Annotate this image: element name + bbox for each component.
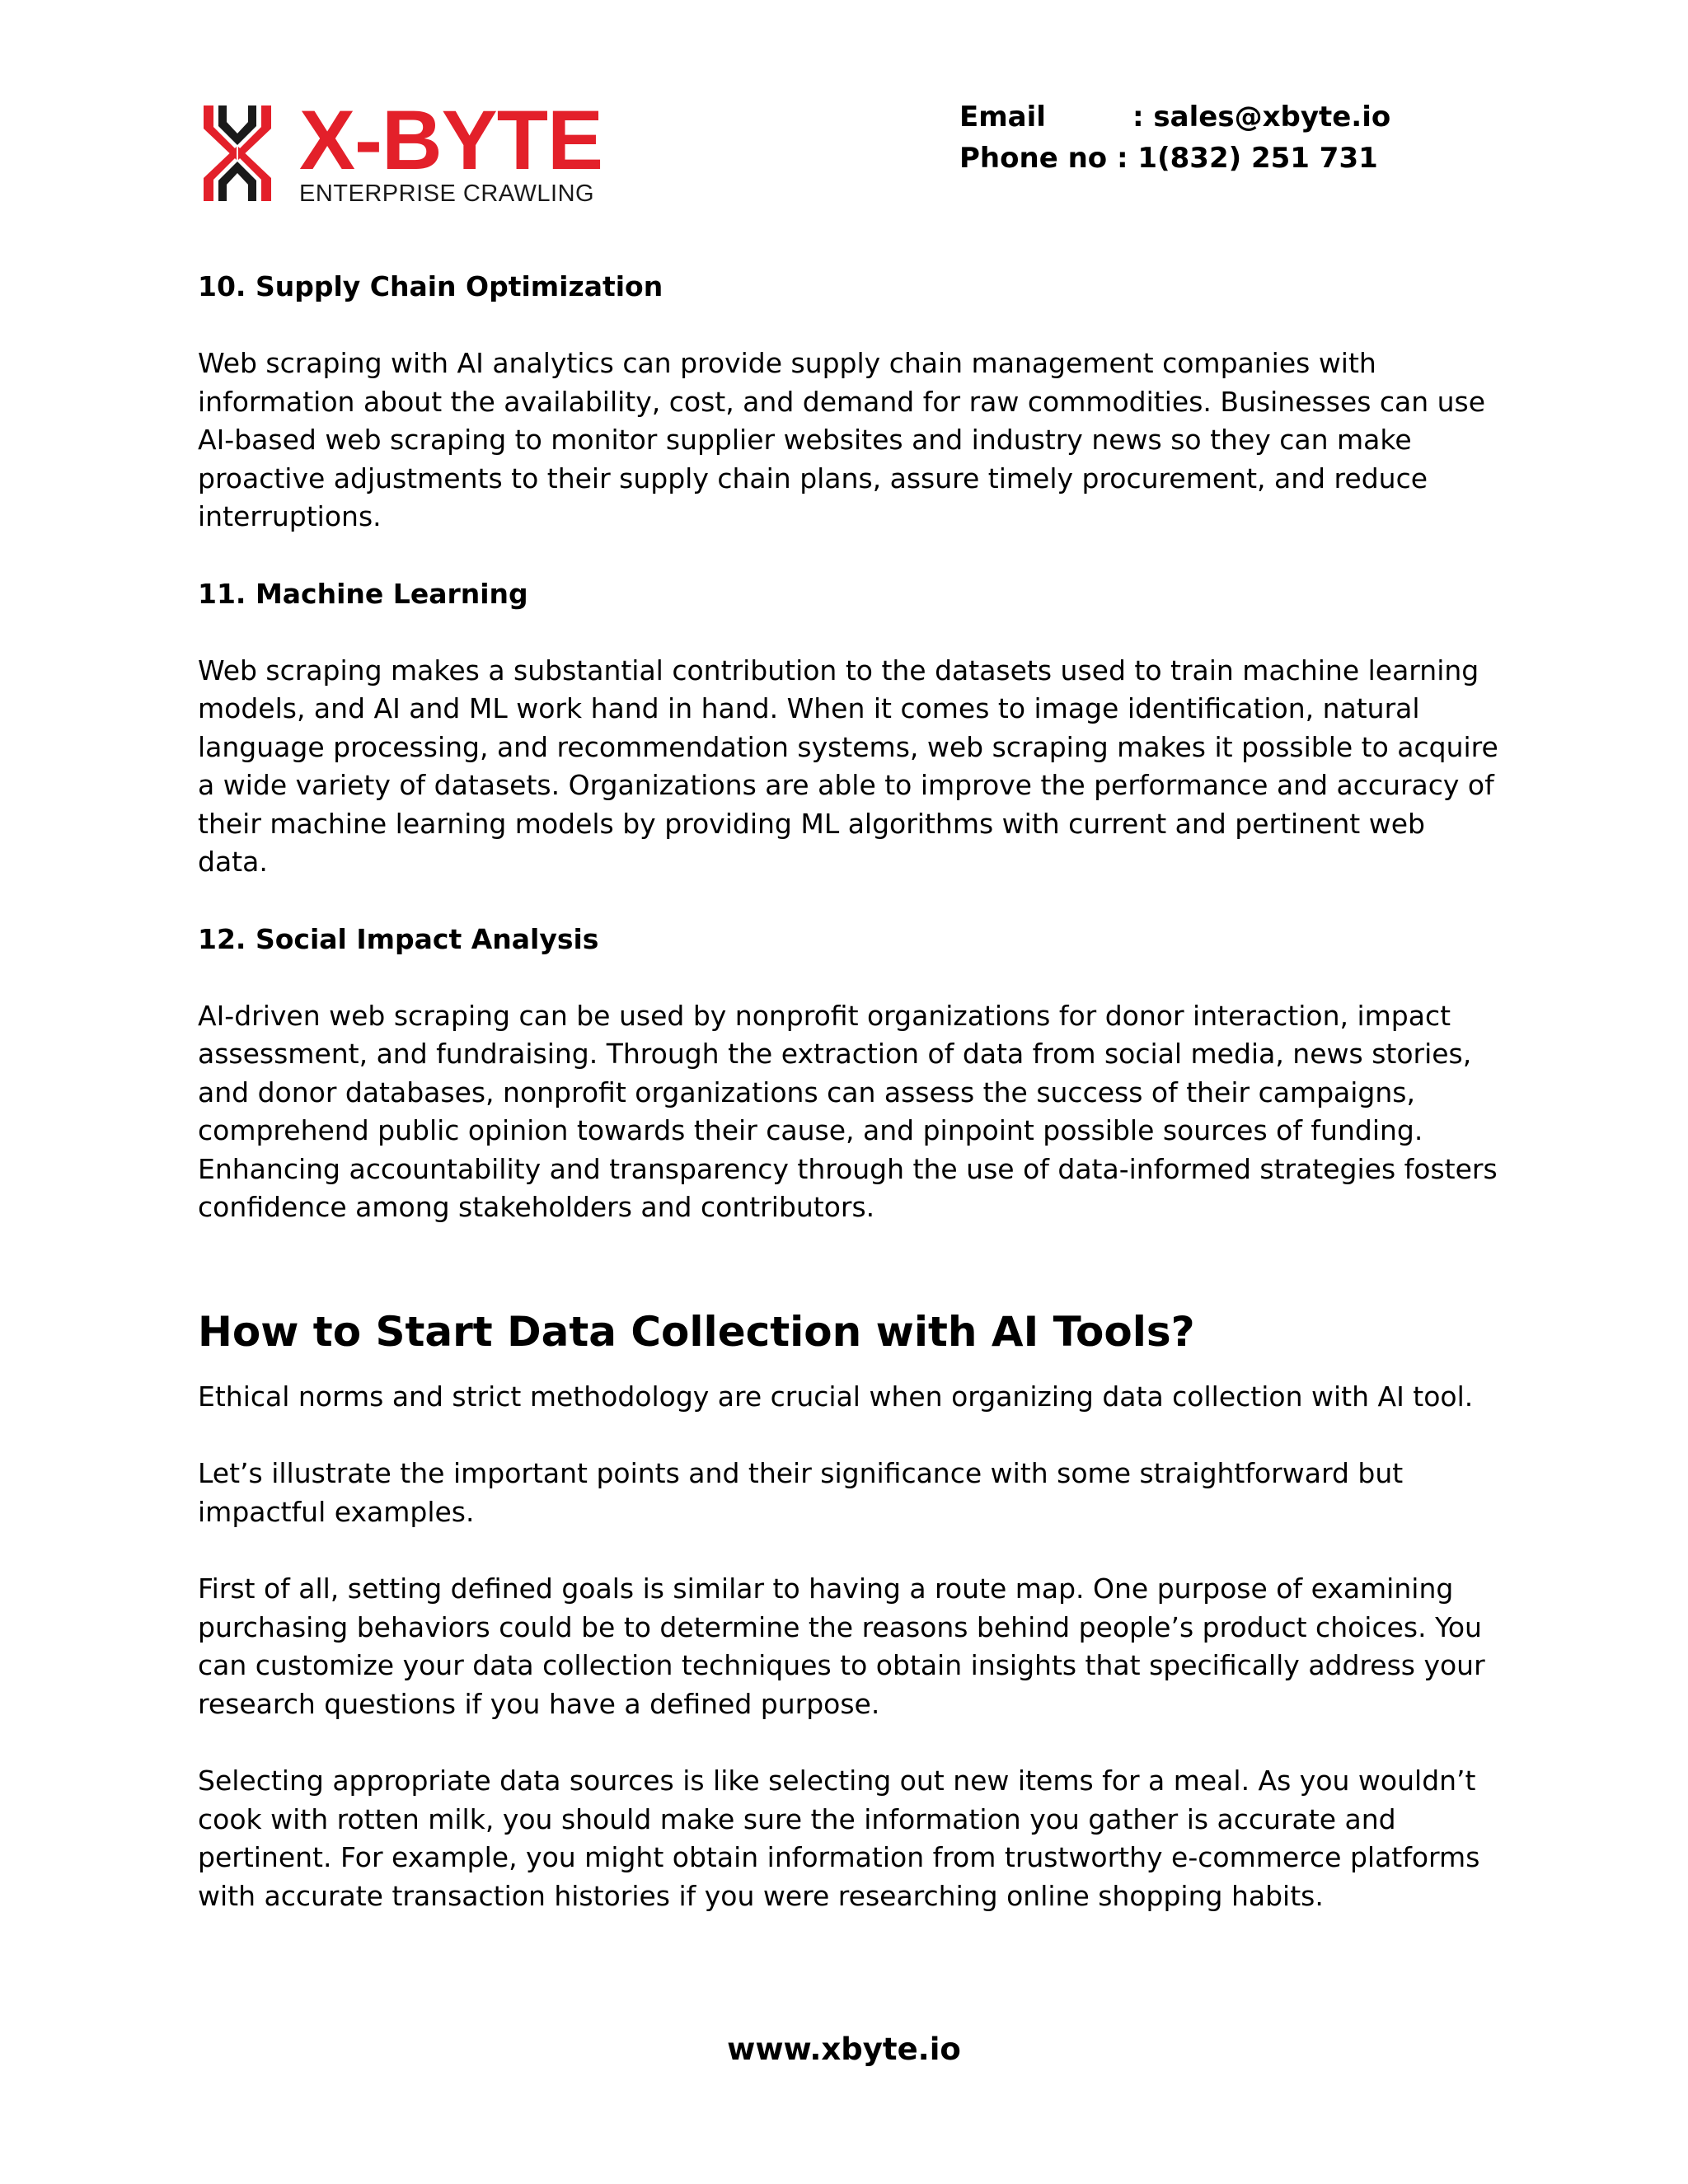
section-paragraph: AI-driven web scraping can be used by nonprofit organizations for donor interaction, impact assessment, and fundraising. Through the extraction of data from social media, news stories, and donor databases, nonprofit organizations can assess the success of their campaigns, comprehend public opinion towards their cause, and pinpoint possible sources of funding. Enhancing accountability and transparency through the use of data-informed strategies fosters confidence among stakeholders and contributors.: [198, 999, 1498, 1223]
footer-website-link[interactable]: www.xbyte.io: [727, 2032, 961, 2067]
section-title: 11. Machine Learning: [198, 577, 528, 610]
phone-value[interactable]: : 1(832) 251 731: [1117, 142, 1378, 175]
logo-brand-name: X-BYTE: [299, 93, 603, 187]
section-social-impact: [198, 921, 1500, 1227]
document-body: [198, 268, 1500, 1954]
contact-info: [959, 96, 1390, 179]
x-byte-logo-mark-icon: [200, 104, 274, 203]
email-label: Email: [959, 101, 1046, 134]
section-paragraph: Web scraping with AI analytics can provide supply chain management companies with information about the availability, cost, and demand for raw commodities. Businesses can use AI-based web scraping to monitor supplier websites and industry news so they can make proactive adjustments to their supply chain plans, assure timely procurement, and reduce interruptions.: [198, 347, 1486, 532]
section-paragraph: Web scraping makes a substantial contribution to the datasets used to train machine learning models, and AI and ML work hand in hand. When it comes to image identification, natural language processing, and recommendation systems, web scraping makes it possible to acquire a wide variety of datasets. Organizations are able to improve the performance and accuracy of their machine learning models by providing ML algorithms with current and pertinent web data.: [198, 654, 1498, 878]
logo-wordmark: [299, 93, 603, 208]
phone-line: [959, 138, 1390, 179]
company-logo: [200, 93, 603, 207]
logo-tagline: ENTERPRISE CRAWLING: [299, 180, 595, 207]
section-title: 10. Supply Chain Optimization: [198, 270, 663, 302]
sources-paragraph: Selecting appropriate data sources is like selecting out new items for a meal. As you wouldn’t cook with rotten milk, you should make sure the information you gather is accurate and pertinent. For example, you might obtain information from trustworthy e-commerce platforms with accurate transaction histories if you were researching online shopping habits.: [198, 1765, 1480, 1912]
email-line: [959, 96, 1390, 138]
section-machine-learning: [198, 575, 1500, 882]
examples-paragraph: Let’s illustrate the important points and their significance with some straightforward but impactful examples.: [198, 1457, 1404, 1528]
section-supply-chain: [198, 268, 1500, 537]
main-heading: How to Start Data Collection with AI Tools?: [198, 1307, 1195, 1356]
goals-paragraph: First of all, setting defined goals is similar to having a route map. One purpose of examining purchasing behaviors could be to determine the reasons behind people’s product choices. You can customize your data collection techniques to obtain insights that specifically address your research questions if you have a defined purpose.: [198, 1572, 1485, 1720]
phone-label: Phone no: [959, 142, 1108, 175]
intro-paragraph: Ethical norms and strict methodology are crucial when organizing data collection with AI tool.: [198, 1380, 1474, 1413]
email-value[interactable]: : sales@xbyte.io: [1132, 101, 1391, 134]
section-title: 12. Social Impact Analysis: [198, 922, 599, 955]
